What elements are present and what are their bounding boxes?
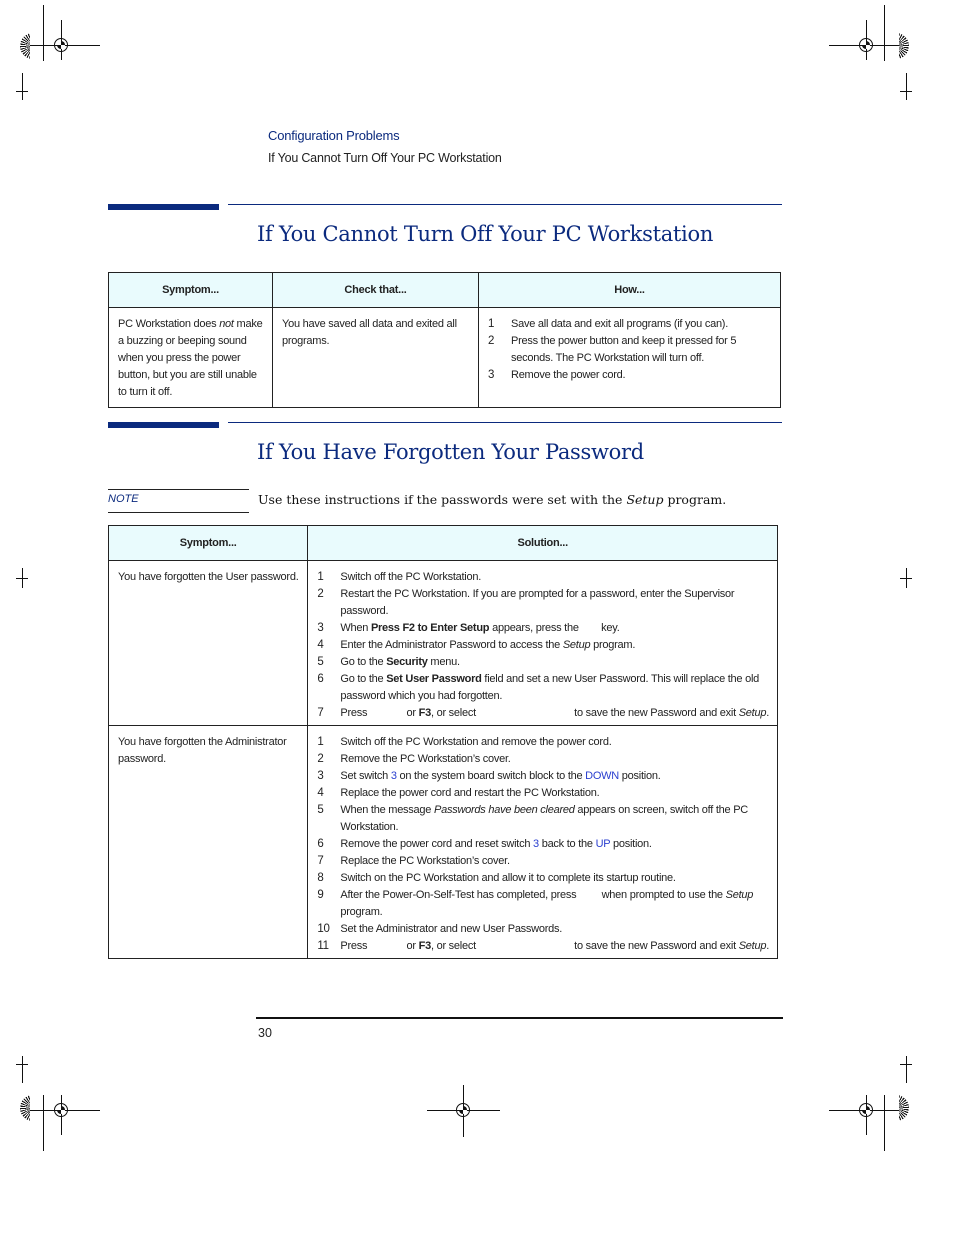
list-item: 9 After the Power-On-Self-Test has completed, press when prompted to use the Setup program.: [317, 889, 754, 918]
list-item: 3 Remove the power cord.: [488, 369, 626, 381]
gauge-mark-icon: [20, 33, 30, 59]
gauge-mark-icon: [899, 1095, 909, 1121]
troubleshooting-table: [108, 272, 781, 408]
list-item: 2 Remove the PC Workstation’s cover.: [317, 753, 511, 765]
step-list: [317, 569, 769, 722]
list-item: 2 Press the power button and keep it pressed for 5 seconds. The PC Workstation will turn off.: [488, 335, 737, 364]
list-item: 2 Restart the PC Workstation. If you are prompted for a password, enter the Supervisor password.: [317, 588, 735, 617]
list-item: 3 Set switch 3 on the system board switch block to the DOWN position.: [317, 770, 661, 782]
list-item: 4 Enter the Administrator Password to access the Setup program.: [317, 639, 636, 651]
section-title: If You Cannot Turn Off Your PC Workstation: [257, 222, 714, 246]
registration-mark-icon: [54, 1103, 68, 1117]
gauge-mark-icon: [20, 1095, 30, 1121]
registration-mark-icon: [859, 1103, 873, 1117]
list-item: 3 When Press F2 to Enter Setup appears, press the key.: [317, 622, 620, 634]
symptom-cell: You have forgotten the Administrator password.: [109, 726, 308, 959]
registration-mark-icon: [54, 38, 68, 52]
list-item: 1 Switch off the PC Workstation.: [317, 571, 482, 583]
section-rule-thin: [228, 204, 782, 205]
running-header-chapter: Configuration Problems: [268, 128, 400, 143]
list-item: 4 Replace the power cord and restart the PC Workstation.: [317, 787, 600, 799]
list-item: 5 Go to the Security menu.: [317, 656, 460, 668]
note-label: NOTE: [108, 493, 139, 505]
list-item: 10 Set the Administrator and new User Passwords.: [317, 923, 563, 935]
section-rule-thick: [108, 204, 219, 210]
list-item: 1 Switch off the PC Workstation and remove the power cord.: [317, 736, 612, 748]
solution-cell: [308, 726, 778, 959]
section-rule-thin: [228, 422, 782, 423]
table-row: [109, 561, 778, 726]
symptom-cell: [109, 308, 273, 408]
gauge-mark-icon: [899, 33, 909, 59]
page-number: 30: [258, 1026, 272, 1040]
table-row: [109, 726, 778, 959]
how-cell: [479, 308, 781, 408]
solution-cell: [308, 561, 778, 726]
column-header-symptom: Symptom...: [109, 526, 308, 561]
running-header-section: If You Cannot Turn Off Your PC Workstation: [268, 151, 502, 165]
note-rule: [108, 512, 249, 513]
note-text: Use these instructions if the passwords were set with the Setup program.: [258, 492, 727, 507]
section-title: If You Have Forgotten Your Password: [257, 440, 644, 464]
list-item: 7 Press or F3, or select to save the new Password and exit Setup.: [317, 707, 769, 719]
footer-rule: [256, 1017, 783, 1019]
symptom-text: PC Workstation does: [118, 318, 220, 330]
symptom-cell: You have forgotten the User password.: [109, 561, 308, 726]
symptom-emphasis: not: [219, 318, 234, 330]
step-list: [488, 316, 772, 384]
check-cell: You have saved all data and exited all programs.: [273, 308, 479, 408]
list-item: 6 Go to the Set User Password field and set a new User Password. This will replace the old password which you had forgotten.: [317, 673, 760, 702]
list-item: 1 Save all data and exit all programs (if you can).: [488, 318, 729, 330]
registration-mark-icon: [859, 38, 873, 52]
column-header-how: How...: [479, 273, 781, 308]
list-item: 11 Press or F3, or select to save the new Password and exit Setup.: [317, 940, 769, 952]
list-item: 5 When the message Passwords have been cleared appears on screen, switch off the PC Workstation.: [317, 804, 748, 833]
step-list: [317, 734, 769, 955]
registration-mark-icon: [456, 1103, 470, 1117]
table-row: [109, 308, 781, 408]
note-rule: [108, 489, 249, 490]
column-header-solution: Solution...: [308, 526, 778, 561]
column-header-symptom: Symptom...: [109, 273, 273, 308]
list-item: 6 Remove the power cord and reset switch 3 back to the UP position.: [317, 838, 652, 850]
list-item: 7 Replace the PC Workstation’s cover.: [317, 855, 510, 867]
list-item: 8 Switch on the PC Workstation and allow it to complete its startup routine.: [317, 872, 676, 884]
section-rule-thick: [108, 422, 219, 428]
password-table: [108, 525, 778, 959]
symptom-text: make a buzzing or beeping sound when you press the power button, but you are still unable to turn it off.: [118, 318, 263, 398]
column-header-check: Check that...: [273, 273, 479, 308]
